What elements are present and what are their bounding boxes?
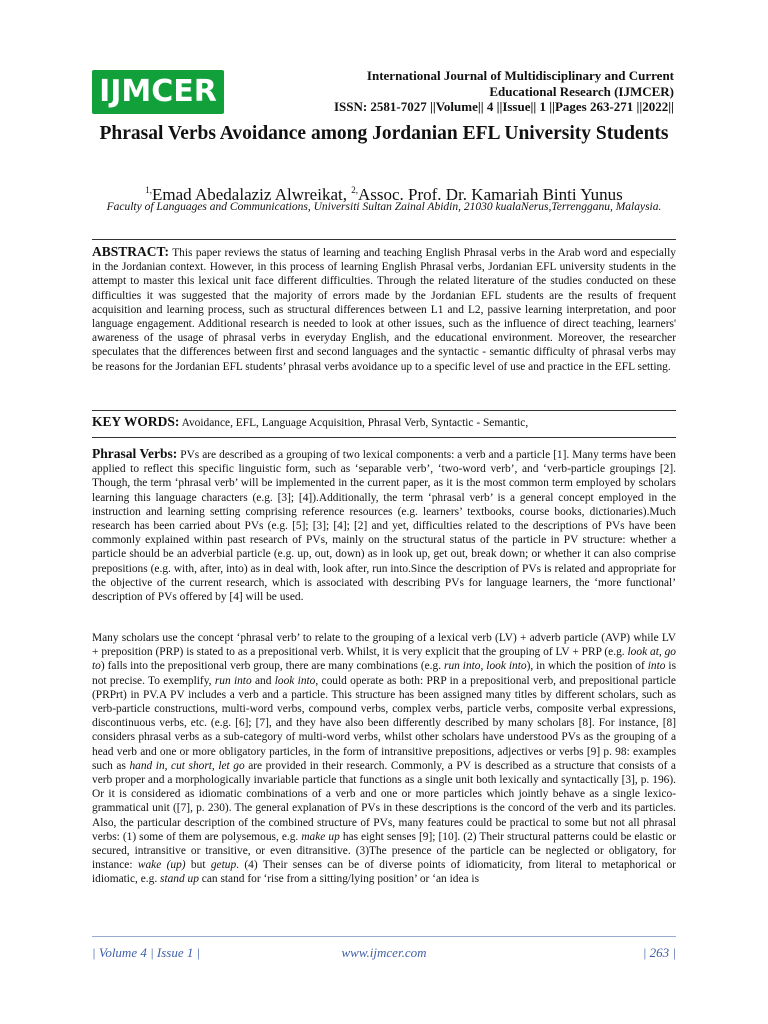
author2-name: Assoc. Prof. Dr. Kamariah Binti Yunus [357, 185, 623, 204]
para-text: can stand for ‘rise from a sitting/lying position’ or ‘an idea is [198, 873, 479, 886]
footer-page-number: | 263 | [642, 945, 676, 960]
logo-text: IJMCER [99, 74, 217, 109]
author-affiliation: Faculty of Languages and Communications, Universiti Sultan Zainal Abidin, 21030 kualaNerus,Terrengganu, Malaysia. [106, 201, 662, 213]
keywords-text: Avoidance, EFL, Language Acquisition, Phrasal Verb, Syntactic - Semantic, [179, 417, 529, 429]
section-heading: Phrasal Verbs: [92, 446, 178, 461]
para-text: ), in which the position of [526, 660, 648, 673]
footer-website-link[interactable]: www.ijmcer.com [341, 945, 427, 960]
footer-divider [92, 936, 676, 937]
journal-name-line1: International Journal of Multidisciplinary and Current [366, 68, 674, 83]
para-text: ) falls into the prepositional verb group, there are many combinations (e.g. [100, 660, 445, 673]
journal-header [314, 68, 674, 115]
example-italic: getup [210, 859, 237, 872]
example-italic: make up [301, 830, 340, 843]
example-italic: run into [214, 674, 252, 687]
para-text: is not precise. To exemplify, [92, 660, 677, 687]
journal-name-line2: Educational Research (IJMCER) [489, 83, 674, 99]
example-italic: into [647, 660, 666, 673]
para-text: are provided in their research. Commonly, a PV is described as a structure that consists of a verb proper and a morphologically invariable particle that functions as a single unit both lexically and syntactically [3], p. 196). Or it is considered as idiomatic combinations of a verb and one or more particles which jointly behave as a single lexico-grammatical unit ([7], p. 230). The general explanation of PVs in these descriptions is the concord of the verb and its particles. Also, the particular description of the combined structure of PVs, many features could be practical to some but not all phrasal verbs: (1) some of them are polysemous, e.g. [92, 759, 676, 843]
footer-volume-issue: | Volume 4 | Issue 1 | [92, 945, 201, 960]
para-text: and [251, 674, 275, 687]
para-text: but [185, 859, 211, 872]
example-italic: look at, go to [92, 646, 677, 673]
body-paragraph-2 [92, 631, 676, 887]
author2-superscript: 2, [351, 185, 358, 195]
example-italic: stand up [160, 873, 199, 886]
keywords-section [92, 415, 676, 430]
journal-logo [92, 70, 224, 114]
para-text: has eight senses [9]; [10]. (2) Their structural patterns could be elastic or secured, intransitive or transitive, or even ditransitive. (3)The presence of the particle can be neglected or obligatory, for instance: [92, 830, 676, 872]
example-italic: run into, look into [444, 660, 527, 673]
example-italic: wake (up) [137, 859, 186, 872]
section-text: PVs are described as a grouping of two lexical components: a verb and a particle [1]. Many terms have been applied to reflect this specific linguistic form, such as ‘separable verb’, ‘two-word verb’, and ‘verb-particle groupings [2]. Though, the term ‘phrasal verb’ will be implemented in the current paper, as it is the most common term employed by scholars learning this language characters (e.g. [3]; [4]).Additionally, the term ‘phrasal verb’ is a general concept employed in the instruction and learning setting comprising reference resources (e.g. learners’ textbooks, course books, dictionaries).Much research has been carried about PVs (e.g. [5]; [3]; [4]; [2] and yet, difficulties related to the descriptions of PVs have been commonly explained within past research of PVs, mainly on the structural status of the particle in PV structure: whether a particle should be an adverbial particle (e.g. up, out, down) as in look up, get out, break down; or whether it can also comprise prepositions (e.g. with, after, into) as in deal with, look after, run into.Since the description of PVs is related and appropriate for the objective of the current research, which is associated with describing PVs for language learners, the ‘more functional’ description of PVs offered by [4] will be used. [92, 449, 676, 604]
para-text: . (4) Their senses can be of diverse points of idiomaticity, from literal to metaphorical or idiomatic, e.g. [92, 859, 676, 886]
keywords-label: KEY WORDS: [92, 414, 180, 429]
para-text: , could operate as both: PRP in a prepositional verb, and prepositional particle (PRPrt) in PV.A PV includes a verb and a particle. This structure has been assigned many titles by different scholars, such as verb-particle constructions, multi-word verbs, compound verbs, complex verbs, particle verbs, composite verbal expressions, discontinuous verbs, etc. (e.g. [6]; [7], and they have also been differently described by many scholars [8]. For instance, [8] considers phrasal verbs as a sub-category of multi-word verbs, whilst other scholars have understood PVs as the grouping of a head verb and one or more obligatory particles, in the form of intransitive prepositions, adjectives or verbs [9] p. 98: examples such as [92, 674, 676, 772]
keywords-divider [92, 437, 676, 438]
abstract-text: This paper reviews the status of learning and teaching English Phrasal verbs in the Arab word and especially in the Jordanian context. However, in this process of learning English Phrasal verbs, Jordanian EFL university students in the attempt to master this lexical unit face different difficulties. Through the related literature of the studies conducted on these difficulties it was suggested that the majority of errors made by the Jordanian EFL students are the results of frequent acquisition and learning process, such as structural differences between L1 and L2, passive learning interpretation, and poor language engagement. Additional research is needed to look at other issues, such as the influence of direct teaching, learners' awareness of the usage of phrasal verbs in everyday English, and the educational environment. Moreover, the researcher speculates that the differences between first and second languages and the syntactic - semantic difficulty of phrasal verbs may be reasons for the Jordanian EFL students’ phrasal verbs avoidance up to a specific level of use and practice in the EFL setting. [92, 247, 676, 373]
phrasal-verbs-section [92, 447, 676, 604]
abstract-label: ABSTRACT: [92, 244, 170, 259]
example-italic: look into [274, 674, 316, 687]
abstract-section [92, 245, 676, 374]
abstract-divider [92, 410, 676, 411]
example-italic: hand in, cut short, let go [129, 759, 245, 772]
para-text: Many scholars use the concept ‘phrasal verb’ to relate to the grouping of a lexical verb (LV) + adverb particle (AVP) while LV + preposition (PRP) is stated to as a prepositional verb. Whilst, it is very explicit that the grouping of LV + PRP (e.g. [92, 632, 676, 659]
paper-title: Phrasal Verbs Avoidance among Jordanian EFL University Students [99, 123, 669, 144]
author1-superscript: 1, [145, 185, 153, 195]
top-divider [92, 239, 676, 240]
journal-issn-line: ISSN: 2581-7027 ||Volume|| 4 ||Issue|| 1 ||Pages 263-271 ||2022|| [333, 99, 674, 114]
author1-name: Emad Abedalaziz Alwreikat, [152, 185, 352, 204]
